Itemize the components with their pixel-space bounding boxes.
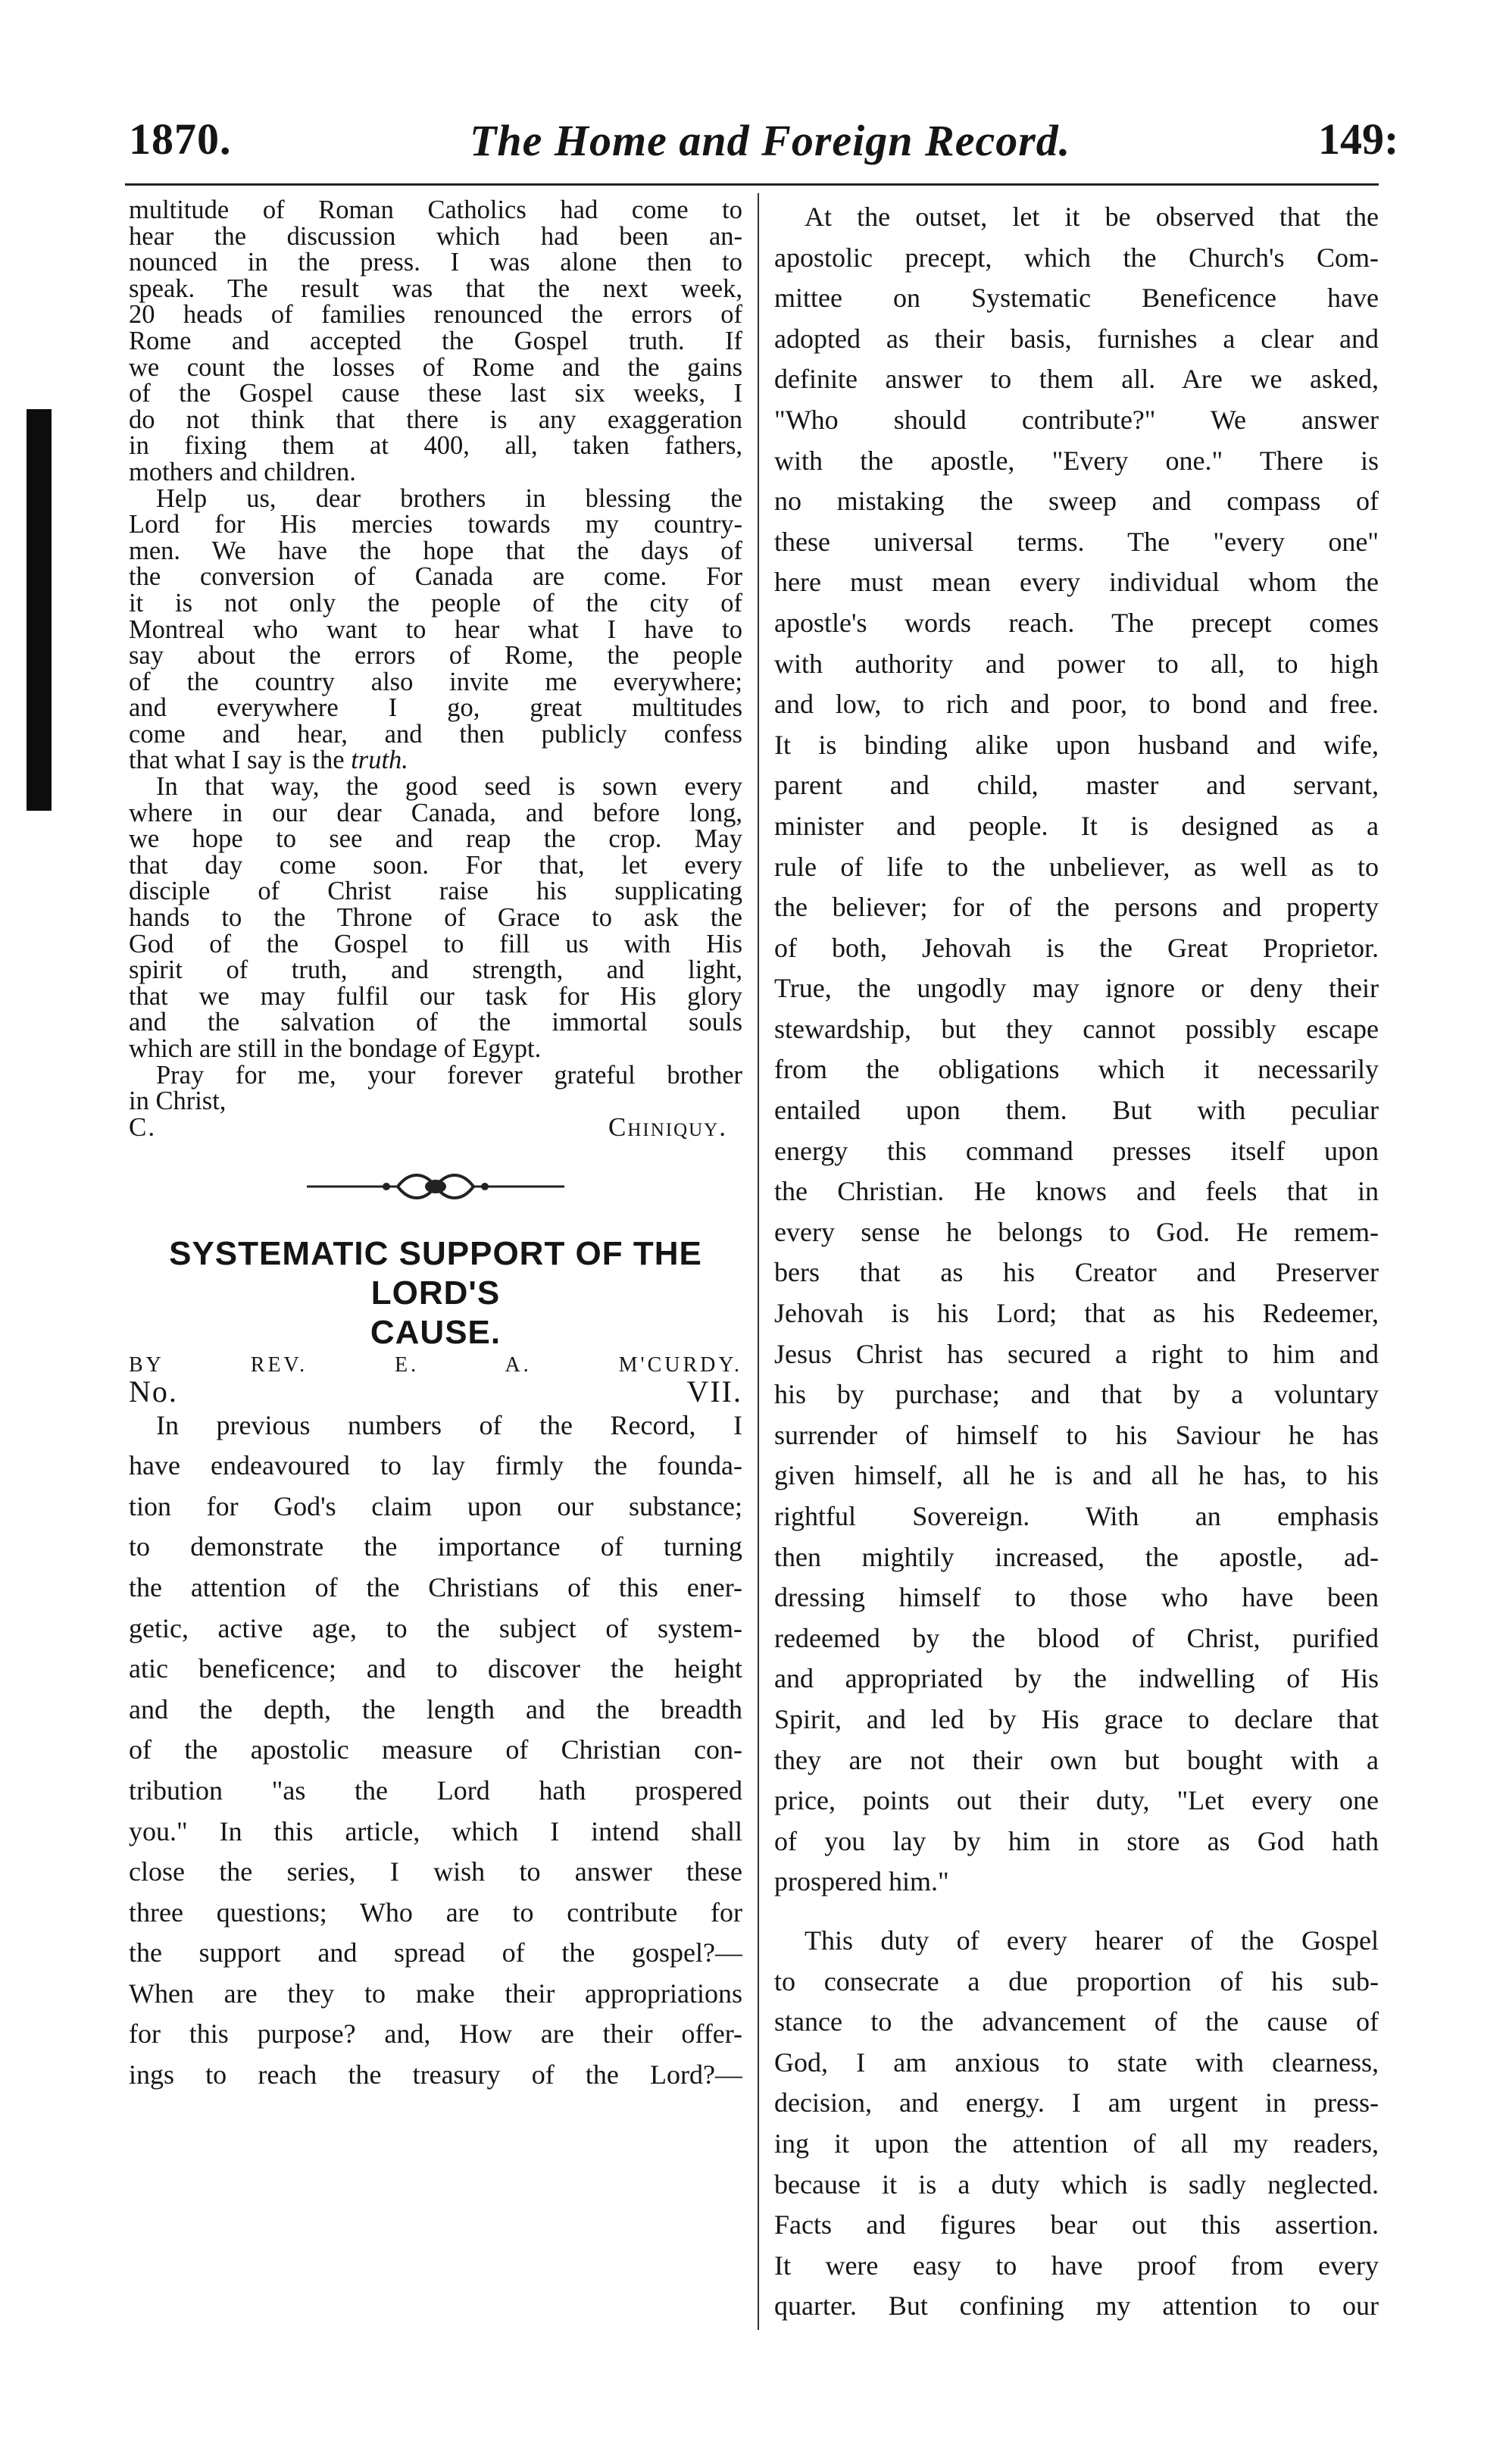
text-line: three questions; Who are to contribute for	[129, 1896, 742, 1928]
emphasis-truth: truth.	[351, 746, 408, 775]
text-line: in Christ,	[129, 1087, 227, 1116]
text-line: and appropriated by the indwelling of His	[774, 1663, 1379, 1694]
text-line: multitude of Roman Catholics had come to	[129, 197, 742, 224]
text-line: Jesus Christ has secured a right to him and	[774, 1338, 1379, 1369]
text-line: hear the discussion which had been an-	[129, 221, 742, 251]
text-line: of the apostolic measure of Christian con-	[129, 1734, 742, 1765]
text-line: ing it upon the attention of all my readers,	[774, 2128, 1379, 2159]
text-line: hands to the Throne of Grace to ask the	[129, 903, 742, 933]
text-line: rightful Sovereign. With an emphasis	[774, 1501, 1379, 1531]
text-line: in fixing them at 400, all, taken fathers,	[129, 431, 742, 461]
text-line: here must mean every individual whom the	[774, 567, 1379, 598]
text-line: Jehovah is his Lord; that as his Redeemer,	[774, 1298, 1379, 1329]
text-line: men. We have the hope that the days of	[129, 536, 742, 565]
text-line: to demonstrate the importance of turning	[129, 1531, 742, 1562]
text-line: and the depth, the length and the breadth	[129, 1693, 742, 1724]
text-line	[129, 747, 742, 774]
text-line: the conversion of Canada are come. For	[129, 562, 742, 592]
text-line: spirit of truth, and strength, and light,	[129, 955, 742, 985]
text-line: we count the losses of Rome and the gains	[129, 352, 742, 382]
article-number: No. VII.	[129, 1374, 742, 1409]
text-fragment: that what I say is the	[129, 746, 345, 775]
text-line: tribution "as the Lord hath prospered	[129, 1775, 742, 1806]
text-line: with authority and power to all, to high	[774, 648, 1379, 679]
ornament-flourish-icon	[299, 1168, 572, 1205]
text-line: from the obligations which it necessarily	[774, 1054, 1379, 1085]
text-line: redeemed by the blood of Christ, purified	[774, 1622, 1379, 1653]
text-line: these universal terms. The "every one"	[774, 526, 1379, 557]
paragraph-help-us	[129, 483, 742, 775]
text-line: Rome and accepted the Gospel truth. If	[129, 326, 742, 355]
text-line: mittee on Systematic Beneficence have	[774, 283, 1379, 314]
text-line: of both, Jehovah is the Great Proprietor.	[774, 932, 1379, 963]
text-line: Spirit, and led by His grace to declare that	[774, 1703, 1379, 1734]
column-divider	[758, 193, 759, 2330]
text-line: 20 heads of families renounced the errors of	[129, 300, 742, 330]
article-title	[129, 1234, 742, 1352]
text-line: and the salvation of the immortal souls	[129, 1008, 742, 1037]
text-line: parent and child, master and servant,	[774, 770, 1379, 801]
text-line: adopted as their basis, furnishes a clear and	[774, 323, 1379, 354]
text-line: It is binding alike upon husband and wife,	[774, 729, 1379, 760]
paragraph-gap	[774, 1903, 1379, 1921]
text-line: no mistaking the sweep and compass of	[774, 486, 1379, 517]
text-line: it is not only the people of the city of	[129, 588, 742, 618]
text-line: disciple of Christ raise his supplicating	[129, 877, 742, 906]
signature: C. Chiniquy.	[129, 1112, 727, 1142]
ornament-divider	[129, 1168, 742, 1205]
text-line: they are not their own but bought with a	[774, 1744, 1379, 1775]
text-line: When are they to make their appropriations	[129, 1978, 742, 2009]
paragraph-outset	[774, 197, 1379, 1903]
text-line: "Who should contribute?" We answer	[774, 404, 1379, 435]
paragraph-pray	[129, 1062, 742, 1115]
text-line: God of the Gospel to fill us with His	[129, 929, 742, 958]
paragraph-duty	[774, 1921, 1379, 2327]
text-line: nounced in the press. I was alone then to	[129, 248, 742, 277]
text-line: In previous numbers of the Record, I	[156, 1409, 742, 1440]
text-line: we hope to see and reap the crop. May	[129, 824, 742, 854]
text-line: because it is a duty which is sadly neglected.	[774, 2169, 1379, 2200]
text-line: minister and people. It is designed as a	[774, 810, 1379, 841]
text-line: ings to reach the treasury of the Lord?—	[129, 2059, 742, 2090]
text-line: where in our dear Canada, and before long,	[129, 798, 742, 827]
text-line: stance to the advancement of the cause of	[774, 2006, 1379, 2037]
text-line: his by purchase; and that by a voluntary	[774, 1379, 1379, 1410]
right-column	[774, 197, 1379, 2349]
text-line: It were easy to have proof from every	[774, 2250, 1379, 2281]
text-line: and everywhere I go, great multitudes	[129, 693, 742, 723]
text-line: do not think that there is any exaggeration	[129, 405, 742, 434]
article-intro-paragraph	[129, 1406, 742, 2096]
text-line: price, points out their duty, "Let every one	[774, 1785, 1379, 1816]
header-title: The Home and Foreign Record.	[470, 116, 1071, 165]
header-rule	[125, 183, 1379, 186]
text-line: every sense he belongs to God. He remem-	[774, 1216, 1379, 1247]
text-line: bers that as his Creator and Preserver	[774, 1257, 1379, 1288]
text-line: that we may fulfil our task for His glory	[129, 981, 742, 1011]
text-line: say about the errors of Rome, the people	[129, 641, 742, 671]
text-line: dressing himself to those who have been	[774, 1582, 1379, 1613]
text-line: then mightily increased, the apostle, ad-	[774, 1541, 1379, 1572]
text-line: rule of life to the unbeliever, as well as to	[774, 851, 1379, 882]
text-line: energy this command presses itself upon	[774, 1135, 1379, 1166]
text-line: This duty of every hearer of the Gospel	[805, 1925, 1379, 1956]
text-line: Help us, dear brothers in blessing the	[156, 483, 742, 513]
text-line: with the apostle, "Every one." There is	[774, 445, 1379, 476]
text-line: and low, to rich and poor, to bond and free.	[774, 689, 1379, 720]
text-line: apostolic precept, which the Church's Com-	[774, 242, 1379, 273]
text-line: given himself, all he is and all he has, to his	[774, 1460, 1379, 1491]
text-line: you." In this article, which I intend shall	[129, 1815, 742, 1846]
text-line: tion for God's claim upon our substance;	[129, 1490, 742, 1521]
text-line: Pray for me, your forever grateful brother	[156, 1060, 742, 1090]
text-line: atic beneficence; and to discover the height	[129, 1653, 742, 1684]
running-header	[0, 114, 1506, 182]
text-line: Montreal who want to hear what I have to	[129, 614, 742, 644]
text-line: decision, and energy. I am urgent in press-	[774, 2087, 1379, 2118]
text-line: of the Gospel cause these last six weeks, I	[129, 379, 742, 408]
text-line: In that way, the good seed is sown every	[156, 772, 742, 802]
text-line: close the series, I wish to answer these	[129, 1856, 742, 1887]
text-line: to consecrate a due proportion of his sub-	[774, 1965, 1379, 1997]
text-line: getic, active age, to the subject of system-	[129, 1612, 742, 1643]
text-line: that day come soon. For that, let every	[129, 850, 742, 880]
text-line: stewardship, but they cannot possibly escape	[774, 1013, 1379, 1044]
text-line: which are still in the bondage of Egypt.	[129, 1034, 542, 1063]
header-page-number: 149:	[1318, 114, 1399, 164]
margin-marker-bar	[27, 409, 52, 811]
text-line: speak. The result was that the next week,	[129, 274, 742, 303]
text-line: Lord for His mercies towards my country-	[129, 510, 742, 539]
left-column	[129, 197, 742, 2349]
text-line: come and hear, and then publicly confess	[129, 719, 742, 749]
article-title-line: SYSTEMATIC SUPPORT OF THE LORD'S	[169, 1235, 702, 1312]
text-line: definite answer to them all. Are we asked,	[774, 364, 1379, 395]
text-line: surrender of himself to his Saviour he has	[774, 1419, 1379, 1450]
text-line: the support and spread of the gospel?—	[129, 1937, 742, 1968]
text-line: of the country also invite me everywhere;	[129, 667, 742, 696]
text-line: apostle's words reach. The precept comes	[774, 607, 1379, 638]
text-line: mothers and children.	[129, 457, 356, 486]
text-line: the attention of the Christians of this ener-	[129, 1571, 742, 1603]
text-line: quarter. But confining my attention to our	[774, 2290, 1379, 2322]
text-line: True, the ungodly may ignore or deny their	[774, 973, 1379, 1004]
article-byline: BY REV. E. A. M'CURDY.	[129, 1353, 742, 1377]
article-title-line: CAUSE.	[370, 1314, 501, 1352]
text-line: At the outset, let it be observed that the	[805, 202, 1379, 232]
text-line: have endeavoured to lay firmly the founda-	[129, 1450, 742, 1481]
paragraph-continuation	[129, 197, 742, 486]
text-line: prospered him."	[774, 1866, 949, 1897]
text-line: for this purpose? and, How are their offer-	[129, 2018, 742, 2050]
paragraph-good-seed	[129, 774, 742, 1062]
text-line: the Christian. He knows and feels that in	[774, 1176, 1379, 1207]
text-line: entailed upon them. But with peculiar	[774, 1095, 1379, 1126]
text-line: the believer; for of the persons and property	[774, 892, 1379, 923]
text-line: of you lay by him in store as God hath	[774, 1825, 1379, 1856]
text-line: Facts and figures bear out this assertion.	[774, 2209, 1379, 2240]
text-line: God, I am anxious to state with clearness,	[774, 2047, 1379, 2078]
header-year: 1870.	[129, 114, 232, 164]
